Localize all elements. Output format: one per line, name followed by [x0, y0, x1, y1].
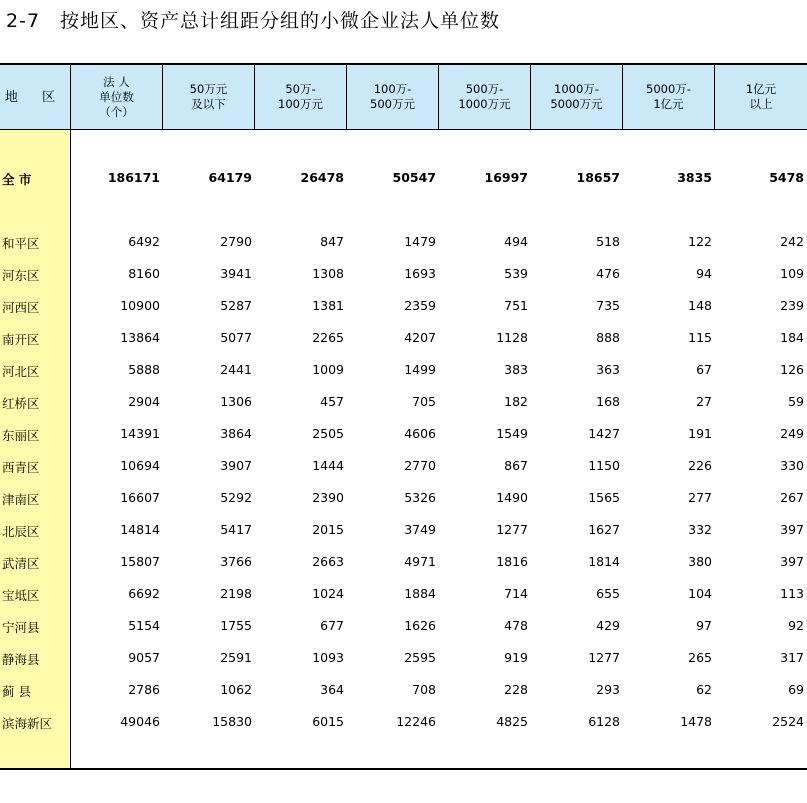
table-cell: 2595 [404, 650, 436, 665]
table-cell: 1565 [588, 490, 620, 505]
bottom-rule [0, 768, 807, 770]
table-cell: 12246 [396, 714, 436, 729]
table-cell: 397 [780, 554, 804, 569]
table-cell: 2265 [312, 330, 344, 345]
table-cell: 3941 [220, 266, 252, 281]
header-over-1yi: 1亿元 以上 [745, 82, 777, 111]
table-cell: 429 [596, 618, 620, 633]
table-row [0, 522, 807, 540]
table-cell: 6128 [588, 714, 620, 729]
table-cell: 228 [504, 682, 528, 697]
table-cell: 10694 [120, 458, 160, 473]
table-cell: 476 [596, 266, 620, 281]
table-cell: 59 [788, 394, 804, 409]
table-cell: 1277 [496, 522, 528, 537]
table-cell: 2770 [404, 458, 436, 473]
table-cell: 3766 [220, 554, 252, 569]
header-100w-500w: 100万- 500万元 [370, 82, 415, 111]
table-cell: 67 [696, 362, 712, 377]
table-cell: 1549 [496, 426, 528, 441]
table-cell: 1150 [588, 458, 620, 473]
table-cell: 2663 [312, 554, 344, 569]
table-cell: 18657 [576, 170, 620, 185]
table-cell: 109 [780, 266, 804, 281]
table-cell: 1816 [496, 554, 528, 569]
table-row [0, 394, 807, 412]
region-name: 西青区 [2, 460, 40, 475]
table-cell: 5287 [220, 298, 252, 313]
table-cell: 2524 [772, 714, 804, 729]
table-row [0, 362, 807, 380]
table-title: 按地区、资产总计组距分组的小微企业法人单位数 [60, 10, 501, 32]
table-row [0, 330, 807, 348]
table-cell: 249 [780, 426, 804, 441]
table-row-total [0, 170, 807, 188]
table-cell: 677 [320, 618, 344, 633]
table-row [0, 714, 807, 732]
table-cell: 8160 [128, 266, 160, 281]
table-cell: 27 [696, 394, 712, 409]
region-name: 河西区 [2, 300, 40, 315]
table-cell: 15807 [120, 554, 160, 569]
region-name: 东丽区 [2, 428, 40, 443]
table-number: 2-7 [6, 10, 41, 32]
region-name: 河东区 [2, 268, 40, 283]
table-cell: 518 [596, 234, 620, 249]
table-row [0, 618, 807, 636]
header-5000w-1yi: 5000万- 1亿元 [646, 82, 691, 111]
table-cell: 714 [504, 586, 528, 601]
table-cell: 277 [688, 490, 712, 505]
table-cell: 14814 [120, 522, 160, 537]
table-cell: 1308 [312, 266, 344, 281]
table-cell: 363 [596, 362, 620, 377]
table-cell: 5292 [220, 490, 252, 505]
region-name: 南开区 [2, 332, 40, 347]
region-name: 津南区 [2, 492, 40, 507]
table-cell: 1009 [312, 362, 344, 377]
table-cell: 494 [504, 234, 528, 249]
table-cell: 62 [696, 682, 712, 697]
header-500w-1000w: 500万- 1000万元 [458, 82, 511, 111]
table-cell: 1381 [312, 298, 344, 313]
table-cell: 6015 [312, 714, 344, 729]
region-name: 武清区 [2, 556, 40, 571]
header-rule [0, 129, 807, 130]
table-cell: 705 [412, 394, 436, 409]
table-cell: 5077 [220, 330, 252, 345]
table-cell: 5154 [128, 618, 160, 633]
table-cell: 9057 [128, 650, 160, 665]
region-name: 和平区 [2, 236, 40, 251]
header-total-units: 法 人 单位数 （个） [99, 74, 134, 119]
header-1000w-5000w: 1000万- 5000万元 [550, 82, 603, 111]
table-cell: 2786 [128, 682, 160, 697]
page-title [6, 6, 500, 33]
table-cell: 50547 [392, 170, 436, 185]
table-cell: 1306 [220, 394, 252, 409]
table-row [0, 586, 807, 604]
region-name: 河北区 [2, 364, 40, 379]
table-cell: 6492 [128, 234, 160, 249]
region-name: 全 市 [2, 172, 32, 187]
table-cell: 13864 [120, 330, 160, 345]
table-cell: 2591 [220, 650, 252, 665]
table-cell: 265 [688, 650, 712, 665]
table-cell: 735 [596, 298, 620, 313]
table-cell: 1693 [404, 266, 436, 281]
table-cell: 267 [780, 490, 804, 505]
table-cell: 293 [596, 682, 620, 697]
table-cell: 94 [696, 266, 712, 281]
region-column-background [0, 130, 70, 768]
table-cell: 16997 [484, 170, 528, 185]
table-cell: 5326 [404, 490, 436, 505]
table-cell: 191 [688, 426, 712, 441]
table-cell: 847 [320, 234, 344, 249]
table-cell: 1093 [312, 650, 344, 665]
table-row [0, 266, 807, 284]
region-name: 北辰区 [2, 524, 40, 539]
table-cell: 457 [320, 394, 344, 409]
table-cell: 113 [780, 586, 804, 601]
table-cell: 708 [412, 682, 436, 697]
table-cell: 4825 [496, 714, 528, 729]
table-cell: 380 [688, 554, 712, 569]
table-cell: 2390 [312, 490, 344, 505]
table-cell: 92 [788, 618, 804, 633]
table-cell: 1499 [404, 362, 436, 377]
table-cell: 5478 [769, 170, 804, 185]
table-cell: 6692 [128, 586, 160, 601]
table-cell: 168 [596, 394, 620, 409]
table-cell: 5417 [220, 522, 252, 537]
table-cell: 242 [780, 234, 804, 249]
table-cell: 888 [596, 330, 620, 345]
table-cell: 15830 [212, 714, 252, 729]
table-cell: 1626 [404, 618, 436, 633]
table-cell: 16607 [120, 490, 160, 505]
table-cell: 919 [504, 650, 528, 665]
table-cell: 126 [780, 362, 804, 377]
table-cell: 184 [780, 330, 804, 345]
table-cell: 49046 [120, 714, 160, 729]
table-row [0, 490, 807, 508]
table-cell: 2015 [312, 522, 344, 537]
table-cell: 867 [504, 458, 528, 473]
table-cell: 330 [780, 458, 804, 473]
table-cell: 64179 [208, 170, 252, 185]
table-cell: 26478 [300, 170, 344, 185]
table-cell: 539 [504, 266, 528, 281]
header-50w-100w: 50万- 100万元 [278, 82, 323, 111]
table-cell: 1062 [220, 682, 252, 697]
table-cell: 3835 [677, 170, 712, 185]
table-cell: 69 [788, 682, 804, 697]
table-cell: 397 [780, 522, 804, 537]
table-row [0, 458, 807, 476]
region-name: 滨海新区 [2, 716, 53, 731]
table-cell: 1479 [404, 234, 436, 249]
table-cell: 4971 [404, 554, 436, 569]
region-name: 宁河县 [2, 620, 40, 635]
table-cell: 1024 [312, 586, 344, 601]
table-cell: 1277 [588, 650, 620, 665]
region-name: 红桥区 [2, 396, 40, 411]
table-cell: 14391 [120, 426, 160, 441]
table-cell: 751 [504, 298, 528, 313]
table-cell: 3907 [220, 458, 252, 473]
table-cell: 3749 [404, 522, 436, 537]
table-cell: 122 [688, 234, 712, 249]
table-row [0, 682, 807, 700]
table-cell: 1444 [312, 458, 344, 473]
table-cell: 1627 [588, 522, 620, 537]
table-cell: 104 [688, 586, 712, 601]
table-cell: 1427 [588, 426, 620, 441]
table-cell: 97 [696, 618, 712, 633]
table-cell: 383 [504, 362, 528, 377]
table-cell: 5888 [128, 362, 160, 377]
table-cell: 2359 [404, 298, 436, 313]
table-cell: 332 [688, 522, 712, 537]
table-cell: 182 [504, 394, 528, 409]
table-cell: 2441 [220, 362, 252, 377]
table-row [0, 234, 807, 252]
table-cell: 4207 [404, 330, 436, 345]
region-name: 静海县 [2, 652, 40, 667]
table-cell: 655 [596, 586, 620, 601]
table-cell: 2505 [312, 426, 344, 441]
table-cell: 239 [780, 298, 804, 313]
table-row [0, 298, 807, 316]
table-cell: 148 [688, 298, 712, 313]
table-row [0, 426, 807, 444]
table-row [0, 554, 807, 572]
table-cell: 478 [504, 618, 528, 633]
table-cell: 226 [688, 458, 712, 473]
table-cell: 10900 [120, 298, 160, 313]
region-name: 蓟 县 [2, 684, 31, 699]
table-cell: 1478 [680, 714, 712, 729]
table-cell: 1814 [588, 554, 620, 569]
table-cell: 364 [320, 682, 344, 697]
header-under-50w: 50万元 及以下 [189, 82, 228, 111]
table-cell: 1884 [404, 586, 436, 601]
table-cell: 1128 [496, 330, 528, 345]
table-cell: 186171 [107, 170, 160, 185]
region-name: 宝坻区 [2, 588, 40, 603]
table-cell: 1490 [496, 490, 528, 505]
table-cell: 2790 [220, 234, 252, 249]
table-cell: 115 [688, 330, 712, 345]
table-row [0, 650, 807, 668]
table-cell: 4606 [404, 426, 436, 441]
table-cell: 3864 [220, 426, 252, 441]
table-cell: 317 [780, 650, 804, 665]
table-cell: 2198 [220, 586, 252, 601]
header-region: 地 区 [4, 89, 66, 105]
table-cell: 2904 [128, 394, 160, 409]
table-cell: 1755 [220, 618, 252, 633]
